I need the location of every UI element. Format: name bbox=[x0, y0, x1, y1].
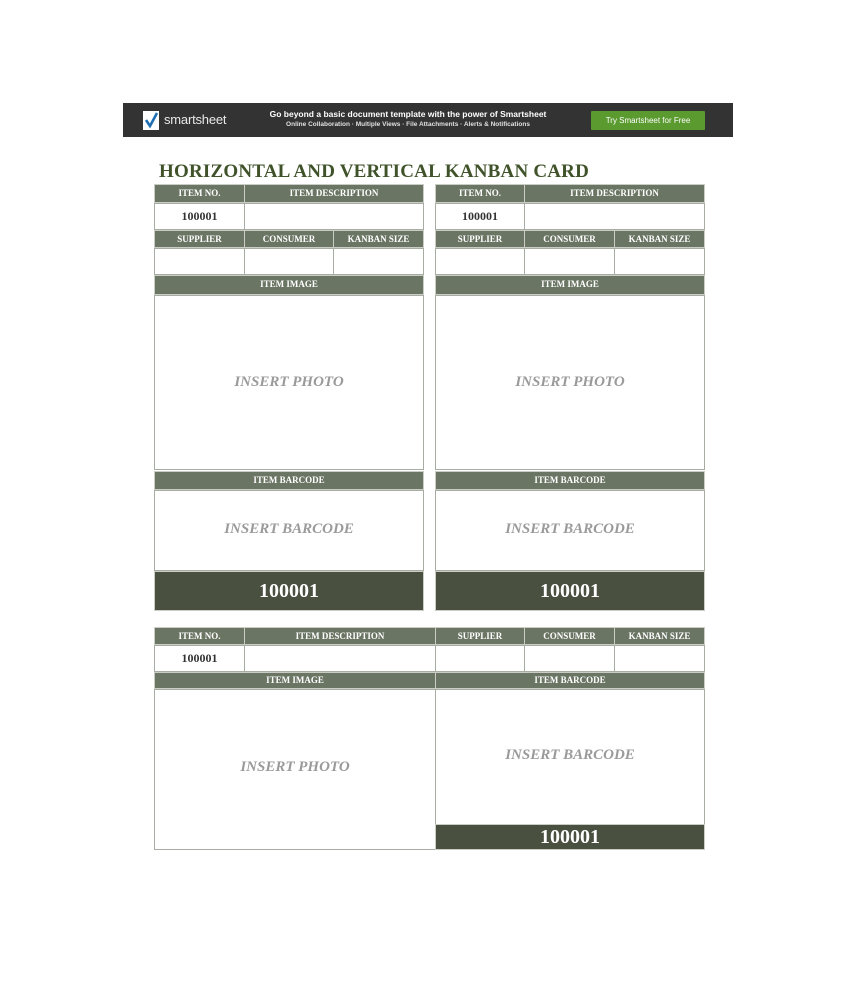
supplier-value[interactable] bbox=[435, 248, 525, 275]
kanban-size-header: KANBAN SIZE bbox=[614, 627, 705, 645]
supplier-value[interactable] bbox=[154, 248, 245, 275]
barcode-area[interactable] bbox=[435, 689, 705, 825]
item-image-header: ITEM IMAGE bbox=[154, 672, 436, 689]
insert-photo-placeholder: INSERT PHOTO bbox=[515, 374, 625, 390]
barcode-area[interactable] bbox=[435, 490, 705, 571]
item-image-header: ITEM IMAGE bbox=[435, 275, 705, 295]
item-description-header: ITEM DESCRIPTION bbox=[244, 627, 436, 645]
barcode-area[interactable] bbox=[154, 490, 424, 571]
photo-area[interactable] bbox=[435, 295, 705, 470]
insert-photo-placeholder: INSERT PHOTO bbox=[234, 374, 344, 390]
item-barcode-header: ITEM BARCODE bbox=[435, 471, 705, 490]
banner-headline: Go beyond a basic document template with the power of Smartsheet bbox=[269, 109, 547, 119]
item-description-value[interactable] bbox=[244, 645, 436, 672]
consumer-header: CONSUMER bbox=[244, 230, 334, 248]
kanban-size-header: KANBAN SIZE bbox=[614, 230, 705, 248]
item-no-header: ITEM NO. bbox=[435, 184, 525, 203]
item-image-header: ITEM IMAGE bbox=[154, 275, 424, 295]
supplier-header: SUPPLIER bbox=[154, 230, 245, 248]
item-no-header: ITEM NO. bbox=[154, 627, 245, 645]
consumer-value[interactable] bbox=[524, 645, 615, 672]
supplier-value[interactable] bbox=[435, 645, 525, 672]
checkmark-icon bbox=[143, 111, 159, 130]
kanban-size-value[interactable] bbox=[614, 248, 705, 275]
photo-area[interactable] bbox=[154, 689, 436, 850]
photo-area[interactable] bbox=[154, 295, 424, 470]
item-description-value[interactable] bbox=[524, 203, 705, 230]
page-title: HORIZONTAL AND VERTICAL KANBAN CARD bbox=[159, 161, 590, 182]
banner-message bbox=[263, 109, 553, 130]
insert-barcode-placeholder: INSERT BARCODE bbox=[505, 521, 635, 537]
supplier-header: SUPPLIER bbox=[435, 627, 525, 645]
kanban-size-value[interactable] bbox=[333, 248, 424, 275]
consumer-header: CONSUMER bbox=[524, 627, 615, 645]
item-no-header: ITEM NO. bbox=[154, 184, 245, 203]
card-number-footer: 100001 bbox=[435, 571, 705, 611]
item-barcode-header: ITEM BARCODE bbox=[154, 471, 424, 490]
item-no-value[interactable]: 100001 bbox=[435, 203, 525, 230]
item-no-value[interactable]: 100001 bbox=[154, 645, 245, 672]
smartsheet-banner bbox=[123, 103, 733, 137]
supplier-header: SUPPLIER bbox=[435, 230, 525, 248]
consumer-value[interactable] bbox=[524, 248, 615, 275]
card-number-footer: 100001 bbox=[435, 824, 705, 850]
item-description-header: ITEM DESCRIPTION bbox=[524, 184, 705, 203]
kanban-size-value[interactable] bbox=[614, 645, 705, 672]
item-description-value[interactable] bbox=[244, 203, 424, 230]
insert-barcode-placeholder: INSERT BARCODE bbox=[505, 747, 635, 763]
item-barcode-header: ITEM BARCODE bbox=[435, 672, 705, 689]
consumer-value[interactable] bbox=[244, 248, 334, 275]
logo-text: smartsheet bbox=[164, 112, 227, 127]
try-smartsheet-button[interactable]: Try Smartsheet for Free bbox=[591, 111, 705, 130]
consumer-header: CONSUMER bbox=[524, 230, 615, 248]
item-no-value[interactable]: 100001 bbox=[154, 203, 245, 230]
kanban-size-header: KANBAN SIZE bbox=[333, 230, 424, 248]
smartsheet-logo[interactable] bbox=[143, 109, 227, 131]
card-number-footer: 100001 bbox=[154, 571, 424, 611]
insert-photo-placeholder: INSERT PHOTO bbox=[240, 759, 350, 775]
insert-barcode-placeholder: INSERT BARCODE bbox=[224, 521, 354, 537]
banner-features: Online Collaboration · Multiple Views · File Attachments · Alerts & Notifications bbox=[286, 121, 530, 128]
item-description-header: ITEM DESCRIPTION bbox=[244, 184, 424, 203]
